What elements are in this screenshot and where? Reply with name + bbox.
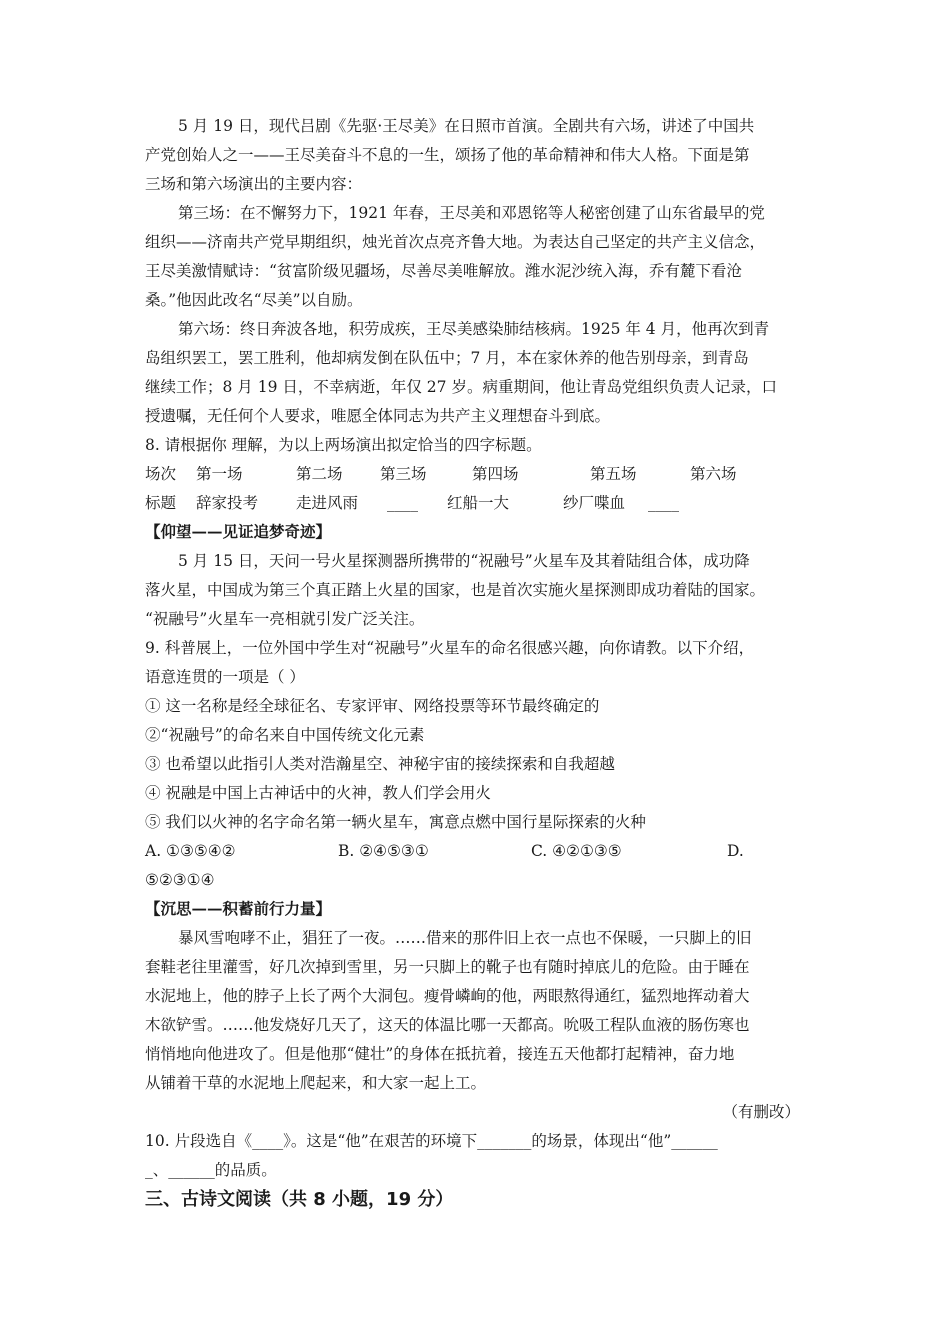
- scene3-line: 第三场：在不懈努力下，1921 年春，王尽美和邓恩铭等人秘密创建了山东省最早的党: [178, 204, 765, 222]
- source-note: （有删改）: [722, 1103, 800, 1121]
- option-c[interactable]: C. ④②①③⑤: [531, 842, 622, 860]
- scene6-line: 岛组织罢工，罢工胜利，他却病发倒在队伍中；7 月，本在家休养的他告别母亲，到青岛: [145, 349, 749, 367]
- scene6-line: 继续工作；8 月 19 日，不幸病逝，年仅 27 岁。病重期间，他让青岛党组织负责人记录，口: [145, 378, 777, 396]
- passage2-line: 落火星，中国成为第三个真正踏上火星的国家，也是首次实施火星探测即成功着陆的国家。: [145, 581, 766, 599]
- passage3-line: 木欲铲雪。……他发烧好几天了，这天的体温比哪一天都高。吮吸工程队血液的肠伤寒也: [145, 1016, 750, 1034]
- scene3-line: 桑。”他因此改名“尽美”以自励。: [145, 291, 363, 309]
- answer-blank[interactable]: ____: [648, 494, 679, 512]
- answer-blank[interactable]: ____: [387, 494, 418, 512]
- question-10: _、______的品质。: [145, 1161, 277, 1179]
- table-cell: 第四场: [472, 465, 519, 483]
- table-cell: 走进风雨: [296, 494, 359, 512]
- passage2-line: “祝融号”火星车一亮相就引发广泛关注。: [145, 610, 425, 628]
- passage3-line: 从铺着干草的水泥地上爬起来，和大家一起上工。: [145, 1074, 487, 1092]
- option-d[interactable]: D.: [727, 842, 744, 860]
- q9-item: ① 这一名称是经全球征名、专家评审、网络投票等环节最终确定的: [145, 697, 600, 715]
- table-cell: 第五场: [590, 465, 637, 483]
- option-a[interactable]: A. ①③⑤④②: [145, 842, 236, 860]
- passage1-line: 产党创始人之一——王尽美奋斗不息的一生，颂扬了他的革命精神和伟大人格。下面是第: [145, 146, 750, 164]
- table-cell: 标题: [145, 494, 177, 512]
- table-cell: 第三场: [380, 465, 427, 483]
- option-b[interactable]: B. ②④⑤③①: [338, 842, 429, 860]
- q9-item: ③ 也希望以此指引人类对浩瀚星空、神秘宇宙的接续探索和自我超越: [145, 755, 615, 773]
- question-8: 8. 请根据你 理解，为以上两场演出拟定恰当的四字标题。: [145, 436, 542, 454]
- passage1-line: 5 月 19 日，现代吕剧《先驱·王尽美》在日照市首演。全剧共有六场，讲述了中国共: [178, 117, 755, 135]
- scene6-line: 第六场：终日奔波各地，积劳成疾，王尽美感染肺结核病。1925 年 4 月，他再次到青: [178, 320, 770, 338]
- q9-item: ⑤ 我们以火神的名字命名第一辆火星车，寓意点燃中国行星际探索的火种: [145, 813, 646, 831]
- section-heading-yangwang: 【仰望——见证追梦奇迹】: [145, 522, 332, 541]
- table-cell: 第一场: [196, 465, 243, 483]
- table-cell: 辞家投考: [196, 494, 259, 512]
- q9-item: ④ 祝融是中国上古神话中的火神，教人们学会用火: [145, 784, 491, 802]
- scene3-line: 组织——济南共产党早期组织，烛光首次点亮齐鲁大地。为表达自己坚定的共产主义信念，: [145, 233, 766, 251]
- question-10: 10. 片段选自《____》。这是“他”在艰苦的环境下_______的场景，体现出“他”______: [145, 1132, 718, 1150]
- scene3-line: 王尽美激情赋诗：“贫富阶级见疆场，尽善尽美唯解放。潍水泥沙统入海，乔有麓下看沧: [145, 262, 742, 280]
- question-9: 语意连贯的一项是（ ）: [145, 668, 305, 686]
- passage1-line: 三场和第六场演出的主要内容：: [145, 175, 363, 193]
- table-cell: 第二场: [296, 465, 343, 483]
- passage3-line: 水泥地上，他的脖子上长了两个大洞包。瘦骨嶙峋的他，两眼熬得通红，猛烈地挥动着大: [145, 987, 750, 1005]
- table-cell: 纱厂喋血: [563, 494, 626, 512]
- passage3-line: 套鞋老往里灌雪，好几次掉到雪里，另一只脚上的靴子也有随时掉底儿的危险。由于睡在: [145, 958, 750, 976]
- question-9: 9. 科普展上，一位外国中学生对“祝融号”火星车的命名很感兴趣，向你请教。以下介绍，: [145, 639, 755, 657]
- passage3-line: 悄悄地向他进攻了。但是他那“健壮”的身体在抵抗着，接连五天他都打起精神，奋力地: [145, 1045, 735, 1063]
- passage3-line: 暴风雪咆哮不止，猖狂了一夜。……借来的那件旧上衣一点也不保暖，一只脚上的旧: [178, 929, 752, 947]
- passage2-line: 5 月 15 日，天问一号火星探测器所携带的“祝融号”火星车及其着陆组合体，成功降: [178, 552, 750, 570]
- table-cell: 红船一大: [447, 494, 510, 512]
- option-d-content: ⑤②③①④: [145, 871, 215, 889]
- section-3-title: 三、古诗文阅读（共 8 小题，19 分）: [145, 1189, 454, 1210]
- section-heading-chensi: 【沉思——积蓄前行力量】: [145, 899, 332, 918]
- q9-item: ②“祝融号”的命名来自中国传统文化元素: [145, 726, 425, 744]
- table-cell: 第六场: [690, 465, 737, 483]
- scene6-line: 授遗嘱，无任何个人要求，唯愿全体同志为共产主义理想奋斗到底。: [145, 407, 611, 425]
- table-cell: 场次: [145, 465, 177, 483]
